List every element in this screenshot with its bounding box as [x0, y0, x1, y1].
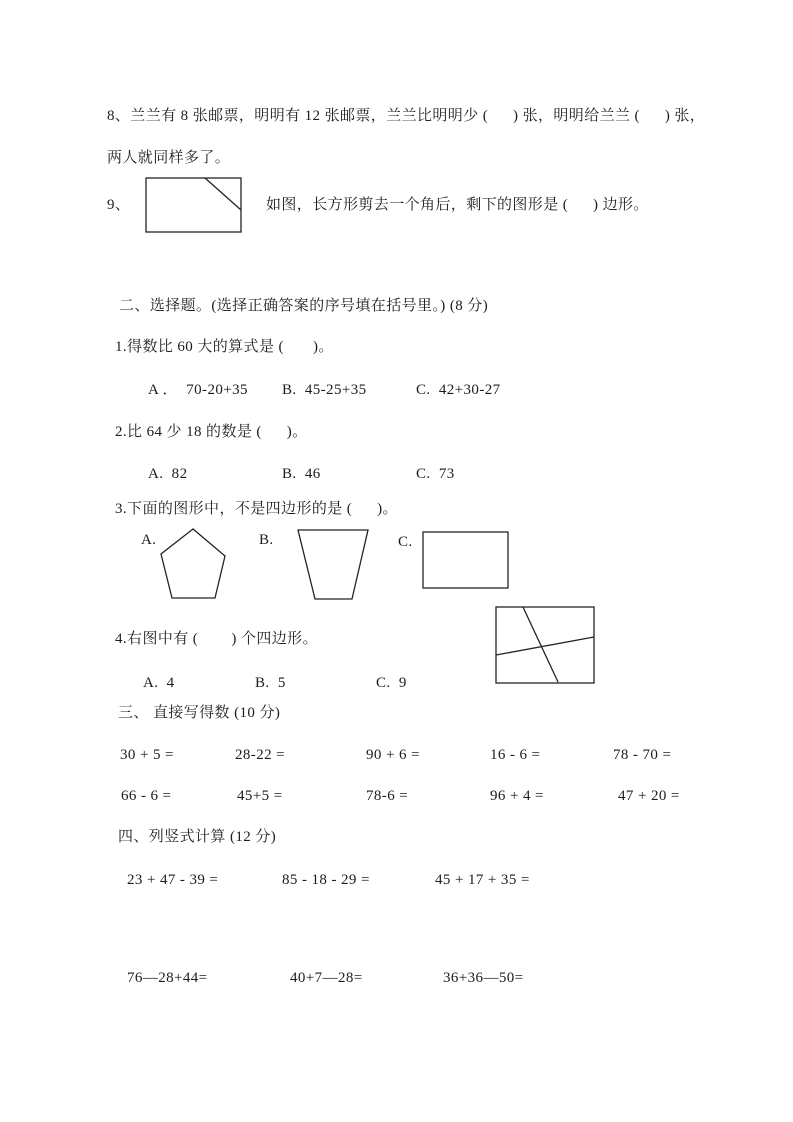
mental-math-expression: 78 - 70 =	[613, 747, 672, 763]
question-8-line2: 两人就同样多了。	[107, 150, 231, 166]
mental-math-expression: 28-22 =	[235, 747, 286, 763]
choice-q2-option-b: B. 46	[282, 466, 321, 482]
crossed-lines-rectangle-figure	[495, 606, 596, 685]
choice-q1-option-c: C. 42+30-27	[416, 382, 501, 398]
section-4-header: 四、列竖式计算 (12 分)	[118, 829, 277, 845]
choice-q2-option-c: C. 73	[416, 466, 455, 482]
choice-q3-shape-label-c: C.	[398, 534, 413, 550]
column-math-expression: 45 + 17 + 35 =	[435, 872, 530, 888]
column-math-expression: 23 + 47 - 39 =	[127, 872, 219, 888]
section-2-header: 二、选择题。(选择正确答案的序号填在括号里。) (8 分)	[119, 298, 489, 314]
choice-q1-text: 1.得数比 60 大的算式是 ( )。	[115, 339, 334, 355]
trapezoid-shape	[296, 529, 370, 601]
choice-q4-option-c: C. 9	[376, 675, 407, 691]
mental-math-expression: 66 - 6 =	[121, 788, 172, 804]
column-math-expression: 40+7—28=	[290, 970, 363, 986]
choice-q4-option-a: A. 4	[143, 675, 175, 691]
mental-math-expression: 30 + 5 =	[120, 747, 174, 763]
choice-q3-shape-label-b: B.	[259, 532, 274, 548]
choice-q4-option-b: B. 5	[255, 675, 286, 691]
mental-math-expression: 47 + 20 =	[618, 788, 680, 804]
choice-q1-option-a: A ． 70-20+35	[148, 382, 248, 398]
question-9-text: 如图，长方形剪去一个角后，剩下的图形是 ( ) 边形。	[266, 197, 649, 213]
question-8-line1: 8、兰兰有 8 张邮票，明明有 12 张邮票，兰兰比明明少 ( ) 张，明明给兰兰 ( ) 张，	[107, 108, 706, 124]
mental-math-expression: 78-6 =	[366, 788, 409, 804]
pentagon-shape	[158, 526, 229, 601]
column-math-expression: 36+36—50=	[443, 970, 524, 986]
choice-q4-text: 4.右图中有 ( ) 个四边形。	[115, 631, 318, 647]
mental-math-expression: 96 + 4 =	[490, 788, 544, 804]
cut-corner-rectangle-figure	[145, 177, 243, 233]
section-3-header: 三、 直接写得数 (10 分)	[118, 705, 281, 721]
choice-q2-text: 2.比 64 少 18 的数是 ( )。	[115, 424, 308, 440]
column-math-expression: 76—28+44=	[127, 970, 208, 986]
question-9-number: 9、	[107, 197, 131, 213]
mental-math-expression: 45+5 =	[237, 788, 283, 804]
column-math-expression: 85 - 18 - 29 =	[282, 872, 370, 888]
choice-q1-option-b: B. 45-25+35	[282, 382, 367, 398]
choice-q3-shape-label-a: A.	[141, 532, 157, 548]
mental-math-expression: 90 + 6 =	[366, 747, 420, 763]
rectangle-shape	[422, 531, 509, 589]
mental-math-expression: 16 - 6 =	[490, 747, 541, 763]
choice-q3-text: 3.下面的图形中，不是四边形的是 ( )。	[115, 501, 398, 517]
choice-q2-option-a: A. 82	[148, 466, 188, 482]
